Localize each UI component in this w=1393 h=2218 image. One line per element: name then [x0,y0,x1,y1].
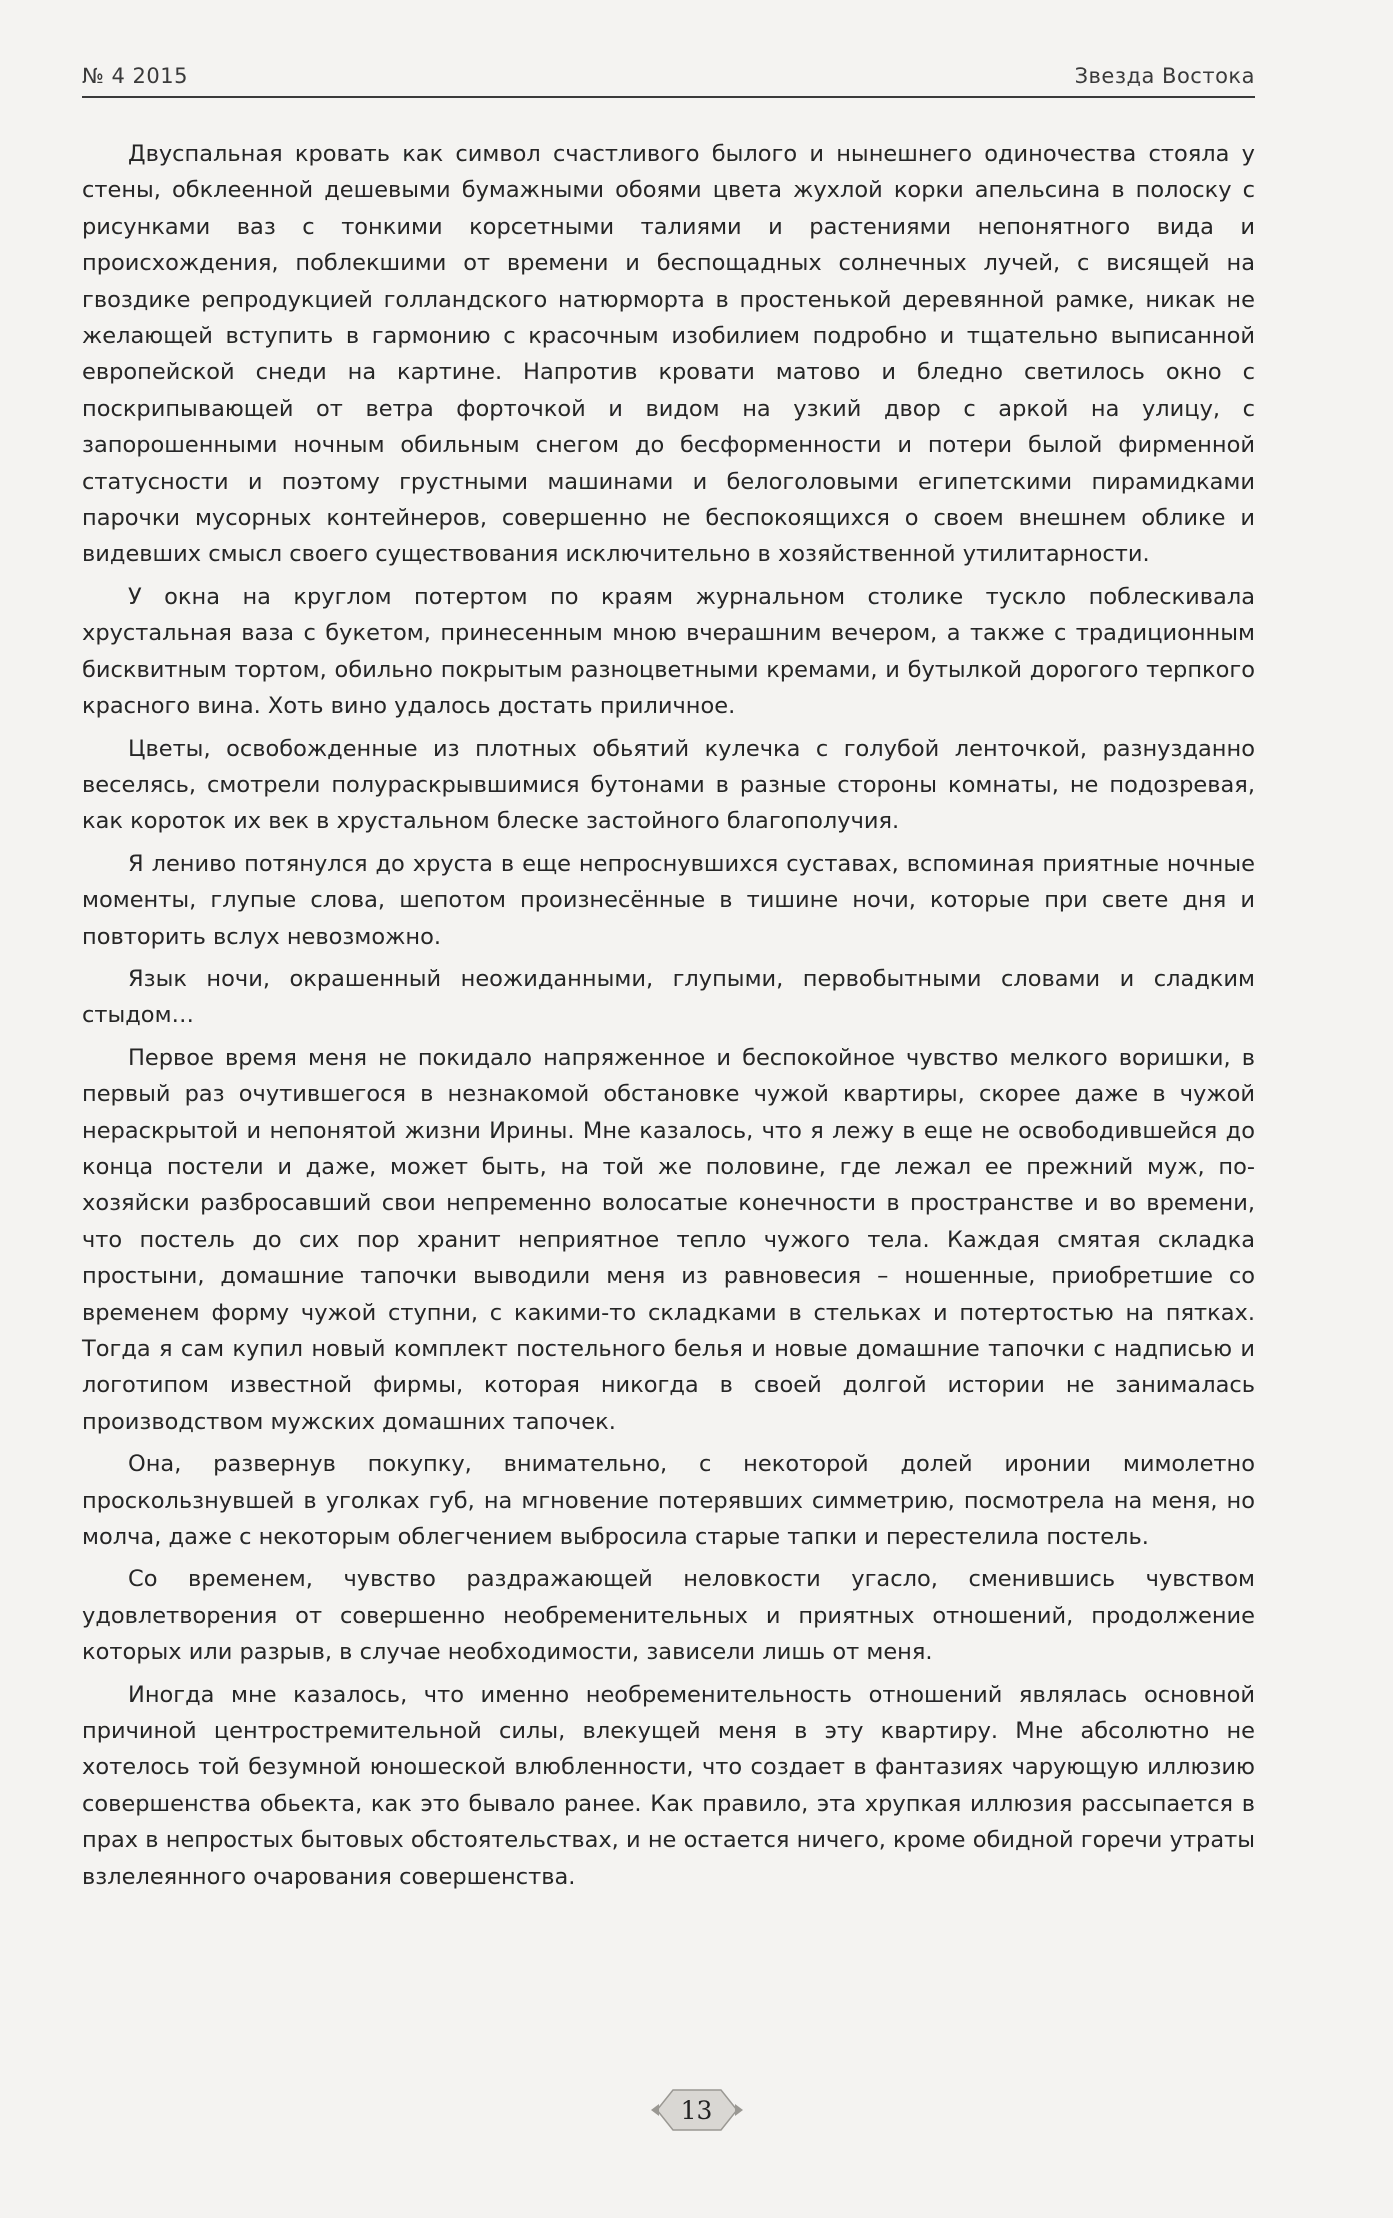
paragraph: Первое время меня не покидало напряженное и беспокойное чувство мелкого воришки, в первый раз очутившегося в незнакомой обстановке чужой квартиры, скорее даже в чужой нераскрытой и непонятой жизни Ирины. Мне казалось, что я лежу в еще не освободившейся до конца постели и даже, может быть, на той же половине, где лежал ее прежний муж, по-хозяйски разбросавший свои непременно волосатые конечности в пространстве и во времени, что постель до сих пор хранит неприятное тепло чужого тела. Каждая смятая складка простыни, домашние тапочки выводили меня из равновесия – ношенные, приобретшие со временем форму чужой ступни, с какими-то складками в стельках и потертостью на пятках. Тогда я сам купил новый комплект постельного белья и новые домашние тапочки с надписью и логотипом известной фирмы, которая никогда в своей долгой истории не занималась производством мужских домашних тапочек. [82,1044,1255,1435]
journal-title: Звезда Востока [1074,64,1255,88]
paragraph: Со временем, чувство раздражающей неловкости угасло, сменившись чувством удовлетворения от совершенно необременительных и приятных отношений, продолжение которых или разрыв, в случае необходимости, зависели лишь от меня. [82,1566,1255,1666]
paragraph: Цветы, освобожденные из плотных обьятий кулечка с голубой ленточкой, разнузданно веселясь, смотрели полураскрывшимися бутонами в разные стороны комнаты, не подозревая, как короток их век в хрустальном блеске застойного благополучия. [82,735,1255,835]
paragraph: У окна на круглом потертом по краям журнальном столике тускло поблескивала хрустальная ваза с букетом, принесенным мною вчерашним вечером, а также с традиционным бисквитным тортом, обильно покрытым разноцветными кремами, и бутылкой дорогого терпкого красного вина. Хоть вино удалось достать приличное. [82,583,1255,720]
paragraph: Иногда мне казалось, что именно необременительность отношений являлась основной причиной центростремительной силы, влекущей меня в эту квартиру. Мне абсолютно не хотелось той безумной юношеской влюбленности, что создает в фантазиях чарующую иллюзию совершенства обьекта, как это бывало ранее. Как правило, эта хрупкая иллюзия рассыпается в прах в непростых бытовых обстоятельствах, и не остается ничего, кроме обидной горечи утраты взлелеянного очарования совершенства. [82,1681,1255,1890]
page-number: 13 [680,2095,713,2125]
paragraph: Двуспальная кровать как символ счастливого былого и нынешнего одиночества стояла у стены, обклеенной дешевыми бумажными обоями цвета жухлой корки апельсина в полоску с рисунками ваз с тонкими корсетными талиями и растениями непонятного вида и происхождения, поблекшими от времени и беспощадных солнечных лучей, с висящей на гвоздике репродукцией голландского натюрморта в простенькой деревянной рамке, никак не желающей вступить в гармонию с красочным изобилием подробно и тщательно выписанной европейской снеди на картине. Напротив кровати матово и бледно светилось окно с поскрипывающей от ветра форточкой и видом на узкий двор с аркой на улицу, с запорошенными ночным обильным снегом до бесформенности и потери былой фирменной статусности и поэтому грустными машинами и белоголовыми египетскими пирамидками парочки мусорных контейнеров, совершенно не беспокоящихся о своем внешнем облике и видевших смысл своего существования исключительно в хозяйственной утилитарности. [82,141,1255,568]
paragraph: Она, развернув покупку, внимательно, с некоторой долей иронии мимолетно проскользнувшей в уголках губ, на мгновение потерявших симметрию, посмотрела на меня, но молча, даже с некоторым облегчением выбросила старые тапки и перестелила постель. [82,1451,1255,1551]
paragraph: Я лениво потянулся до хруста в еще непроснувшихся суставах, вспоминая приятные ночные моменты, глупые слова, шепотом произнесённые в тишине ночи, которые при свете дня и повторить вслух невозможно. [82,850,1255,950]
article-body [82,136,1255,1901]
page-number-badge [651,2082,743,2138]
running-header [82,60,1255,98]
paragraph: Язык ночи, окрашенный неожиданными, глупыми, первобытными словами и сладким стыдом… [82,965,1255,1029]
issue-number: № 4 2015 [82,64,188,88]
